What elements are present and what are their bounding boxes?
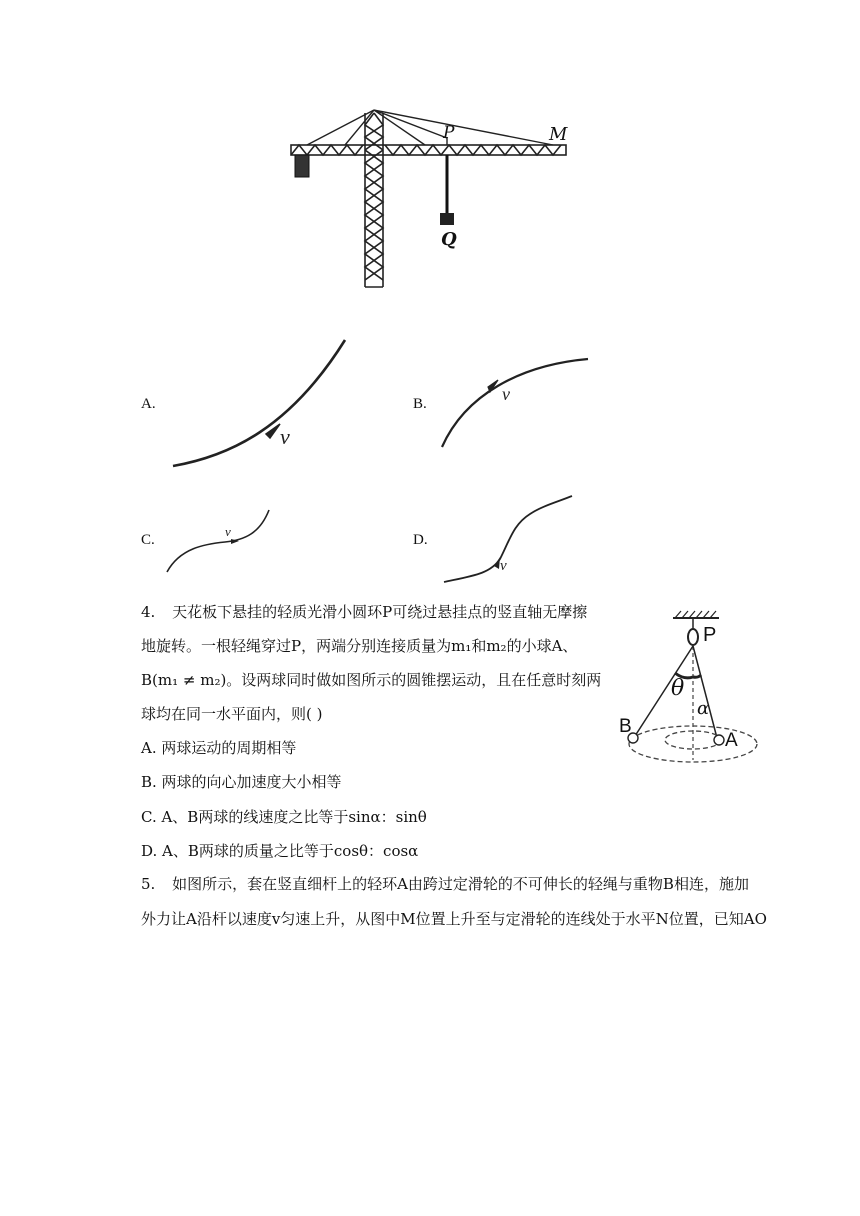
- option-d-curve: [442, 494, 574, 586]
- pendulum-label-theta: θ: [671, 676, 685, 701]
- option-a-label: A.: [141, 396, 156, 412]
- option-c-v: v: [225, 524, 231, 539]
- option-b-v: v: [502, 384, 510, 404]
- conical-pendulum-figure: [615, 610, 775, 800]
- option-a-curve: [170, 338, 350, 470]
- crane-label-q: Q: [441, 229, 457, 250]
- option-b-curve: [440, 355, 590, 450]
- q5-number: 5.: [141, 875, 156, 893]
- q4-text-1: 天花板下悬挂的轻质光滑小圆环P可绕过悬挂点的竖直轴无摩擦: [172, 603, 588, 621]
- q4-number: 4.: [141, 603, 156, 621]
- option-b-label: B.: [413, 396, 427, 412]
- option-c-curve: [165, 508, 275, 576]
- q4-line-1: [141, 602, 587, 622]
- crane-label-p: P: [443, 123, 455, 143]
- q4-line-3: B(m₁ ≠ m₂)。设两球同时做如图所示的圆锥摆运动，且在任意时刻两: [141, 671, 602, 689]
- option-d-v: v: [500, 558, 507, 574]
- q5-text-1: 如图所示，套在竖直细杆上的轻环A由跨过定滑轮的不可伸长的轻绳与重物B相连，施加: [172, 875, 749, 893]
- q4-option-c: C. A、B两球的线速度之比等于sinα：sinθ: [141, 808, 427, 826]
- pendulum-label-p: P: [703, 624, 717, 646]
- pendulum-label-alpha: α: [697, 698, 710, 719]
- pendulum-label-b: B: [619, 716, 632, 737]
- q4-line-4: 球均在同一水平面内，则( ): [141, 705, 323, 723]
- option-a-v: v: [280, 424, 290, 449]
- q4-option-a: A. 两球运动的周期相等: [141, 739, 297, 757]
- option-c-label: C.: [141, 532, 155, 548]
- crane-figure: [285, 105, 575, 290]
- option-d-label: D.: [413, 532, 428, 548]
- q4-line-2: 地旋转。一根轻绳穿过P，两端分别连接质量为m₁和m₂的小球A、: [141, 637, 578, 655]
- crane-label-m: M: [549, 124, 568, 145]
- q5-line-2: 外力让A沿杆以速度v匀速上升，从图中M位置上升至与定滑轮的连线处于水平N位置，已知AO: [141, 910, 767, 928]
- q5-line-1: [141, 874, 749, 894]
- crane-diagram: [285, 105, 575, 290]
- q4-option-b: B. 两球的向心加速度大小相等: [141, 773, 342, 791]
- pendulum-label-a: A: [725, 730, 738, 751]
- pendulum-diagram: [615, 610, 775, 800]
- q4-option-d: D. A、B两球的质量之比等于cosθ：cosα: [141, 842, 419, 860]
